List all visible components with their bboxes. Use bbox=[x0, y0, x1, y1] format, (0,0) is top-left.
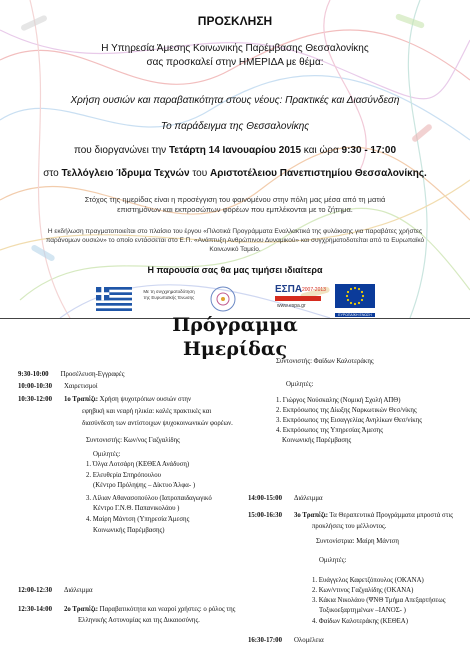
session-text: Προσέλευση-Εγγραφές bbox=[60, 371, 125, 378]
implementation-line-3: Κοινωνικό Ταμείο. bbox=[209, 246, 261, 253]
espa-label: ΕΣΠΑ bbox=[275, 284, 303, 295]
session-text: Ομιλητές: bbox=[93, 451, 121, 458]
session-text: Κοινωνικής Παρέμβασης bbox=[282, 437, 352, 444]
session-text: προκλήσεις του μέλλοντος. bbox=[312, 523, 387, 530]
venue-name: Τελλόγλειο Ίδρυμα Τεχνών bbox=[61, 168, 190, 179]
session-text: Ομιλητές: bbox=[319, 557, 347, 564]
schedule-right-row bbox=[316, 537, 399, 546]
session-time: 12:00-12:30 bbox=[18, 587, 52, 594]
session-text: 2. Κων/ντινος Γαζγαλίδης (ΟΚΑΝΑ) bbox=[312, 587, 414, 594]
session-text: 1. Όλγα Λοτσάρη (ΚΕΘΕΑ Ανάδυση) bbox=[86, 461, 190, 468]
schedule-right-row bbox=[312, 586, 413, 595]
schedule-left-row bbox=[18, 382, 98, 391]
schedule-left-row bbox=[18, 370, 124, 379]
schedule-right-column bbox=[248, 0, 463, 662]
schedule-right-row bbox=[276, 426, 383, 435]
session-time: 14:00-15:00 bbox=[248, 495, 282, 502]
session-time: 10:30-12:00 bbox=[18, 396, 52, 403]
implementation-line-2: παράνομων ουσιών» το οποίο εντάσσεται στο Ε.Π. «Ανάπτυξη Ανθρώπινου Δυναμικού» και συγχρηματοδοτείται από το Ευρωπαϊκό bbox=[45, 237, 425, 244]
eu-cofunding-note: Με τη συγχρηματοδότηση της Ευρωπαϊκής Ένωσης bbox=[143, 289, 195, 300]
session-text: 2. Εκπρόσωπος της Δίωξης Ναρκωτικών Θεσ/νίκης bbox=[276, 407, 417, 414]
session-text: Ολομέλεια bbox=[293, 637, 324, 644]
schedule-right-row bbox=[312, 576, 424, 585]
espa-url: www.espa.gr bbox=[277, 303, 306, 309]
session-text: Ελληνικής Αστυνομίας και της Δικαιοσύνης. bbox=[78, 617, 200, 624]
session-text: 2. Ελευθερία Σπηρόπουλου bbox=[86, 472, 162, 479]
schedule-right-row bbox=[276, 406, 417, 415]
goal-line-2: επιστημόνων και εκπροσώπων φορέων που εμπλέκονται με το ζήτημα. bbox=[117, 205, 353, 214]
schedule-right-row bbox=[319, 606, 406, 615]
schedule-left-row bbox=[18, 605, 235, 614]
invitation-line-1: Η Υπηρεσία Άμεσης Κοινωνικής Παρέμβασης Θεσσαλονίκης bbox=[101, 43, 369, 54]
session-text: 3. Εκπρόσωπος της Εισαγγελίας Ανηλίκων Θεσ/νίκης bbox=[276, 417, 422, 424]
session-text: (Κέντρο Πρόληψης – Δίκτυο Άλφα- ) bbox=[93, 482, 196, 489]
session-label: 3ο Τραπέζι: bbox=[293, 512, 328, 519]
schedule-left-row bbox=[82, 407, 211, 416]
program-title-line-1: Πρόγραμμα bbox=[172, 314, 298, 336]
schedule-left-row bbox=[86, 436, 180, 445]
session-text: Παραβατικότητα και νεαροί χρήστες: ο ρόλος της bbox=[97, 606, 236, 613]
session-time: 15:00-16:30 bbox=[248, 512, 282, 519]
schedule-right-row bbox=[276, 416, 422, 425]
schedule-left-row bbox=[86, 460, 189, 469]
schedule-right-row bbox=[248, 494, 323, 503]
event-date: Τετάρτη 14 Ιανουαρίου 2015 bbox=[168, 145, 302, 156]
schedule-left-row bbox=[93, 481, 195, 490]
esf-label: ΕΥΡΩΠΑΪΚΗ ΕΝΩΣΗ bbox=[335, 313, 375, 317]
schedule-right-row bbox=[312, 617, 408, 626]
session-text: Κέντρο Γ.Ν.Θ. Παπανικολάου ) bbox=[93, 505, 180, 512]
organized-prefix: που διοργανώνει την bbox=[73, 145, 169, 156]
venue-university: Αριστοτέλειου Πανεπιστημίου Θεσσαλονίκης. bbox=[209, 168, 427, 179]
session-text: 3. Κάκια Νικολάου (ΨΝΘ Τμήμα Απεξαρτήσεως bbox=[312, 597, 446, 604]
session-text: 1. Ευάγγελος Καφετζόπουλος (ΟΚΑΝΑ) bbox=[312, 577, 424, 584]
session-text: Τα Θεραπευτικά Προγράμματα μπροστά στις bbox=[327, 512, 453, 519]
schedule-left-row bbox=[82, 419, 233, 428]
session-text: Συντονίστρια: Μαίρη Μάντση bbox=[316, 538, 399, 545]
schedule-left-row bbox=[86, 494, 212, 503]
schedule-right-row bbox=[248, 636, 324, 645]
implementation-line-1: Η εκδήλωση πραγματοποιείται στο πλαίσιο του έργου «Πιλοτικά Προγράμματα Εναλλακτικά της φυλάκισης για παραβάτες χρήστες bbox=[47, 228, 423, 235]
venue-prefix: στο bbox=[43, 168, 62, 179]
session-text: Τοξικοεξαρτημένων –ΙΑΝΟΣ- ) bbox=[319, 607, 406, 614]
session-text: Διάλειμμα bbox=[293, 495, 323, 502]
time-prefix: και ώρα bbox=[301, 145, 342, 156]
session-label: 1ο Τραπέζι: bbox=[63, 396, 98, 403]
schedule-left-row bbox=[86, 515, 189, 524]
topic-line-2: Το παράδειγμα της Θεσσαλονίκης bbox=[160, 121, 310, 132]
schedule-right-row bbox=[312, 596, 445, 605]
schedule-left-row bbox=[78, 616, 200, 625]
session-time: 9:30-10:00 bbox=[18, 371, 49, 378]
session-time: 16:30-17:00 bbox=[248, 637, 282, 644]
schedule-right-row bbox=[276, 396, 400, 405]
schedule-left-row bbox=[93, 504, 179, 513]
schedule-left-row bbox=[18, 586, 93, 595]
schedule-right-row bbox=[282, 436, 351, 445]
session-label: 2ο Τραπέζι: bbox=[63, 606, 98, 613]
session-text: 4. Μαίρη Μάντση (Υπηρεσία Άμεσης bbox=[86, 516, 190, 523]
schedule-right-row bbox=[312, 522, 386, 531]
presence-note: Η παρουσία σας θα μας τιμήσει ιδιαίτερα bbox=[147, 265, 323, 275]
schedule-right-row bbox=[286, 380, 313, 389]
session-text: 1. Γιώργος Νούσκαλης (Νομική Σχολή ΑΠΘ) bbox=[276, 397, 401, 404]
espa-years: 2007-2013 bbox=[302, 287, 326, 293]
session-text: Διάλειμμα bbox=[63, 587, 93, 594]
schedule-left-row bbox=[93, 450, 120, 459]
schedule-right-row bbox=[248, 511, 453, 520]
schedule-left-row bbox=[18, 395, 191, 404]
session-time: 10:00-10:30 bbox=[18, 383, 52, 390]
session-text: 4. Εκπρόσωπος της Υπηρεσίας Άμεσης bbox=[276, 427, 383, 434]
session-text: Ομιλητές: bbox=[286, 381, 314, 388]
schedule-left-row bbox=[93, 526, 165, 535]
session-time: 12:30-14:00 bbox=[18, 606, 52, 613]
session-text: Χρήση ψυχοτρόπων ουσιών στην bbox=[97, 396, 192, 403]
session-text: Συντονιστής: Φαίδων Καλοτεράκης bbox=[276, 358, 374, 365]
program-title-line-2: Ημερίδας bbox=[182, 338, 288, 360]
topic-line-1: Χρήση ουσιών και παραβατικότητα στους νέους: Πρακτικές και Διασύνδεση bbox=[70, 95, 400, 106]
session-text: 4. Φαίδων Καλοτεράκης (ΚΕΘΕΑ) bbox=[312, 618, 408, 625]
session-text: εφηβική και νεαρή ηλικία: καλές πρακτικές και bbox=[82, 408, 212, 415]
venue-connector: του bbox=[189, 168, 210, 179]
goal-line-1: Στόχος της ημερίδας είναι η προσέγγιση του φαινομένου στην πόλη μας μέσα από τη ματιά bbox=[84, 195, 386, 204]
schedule-right-row bbox=[319, 556, 346, 565]
schedule-right-row bbox=[276, 357, 374, 366]
session-text: Κοινωνικής Παρέμβασης) bbox=[93, 527, 165, 534]
session-text: διασύνδεση των αντίστοιχων ψυχοκοινωνικών φορέων. bbox=[82, 420, 233, 427]
session-text: 3. Λίλιαν Αθανασοπούλου (Ιατροπαιδαγωγικό bbox=[86, 495, 212, 502]
schedule-left-row bbox=[86, 471, 161, 480]
invitation-title: ΠΡΟΣΚΛΗΣΗ bbox=[197, 14, 273, 28]
event-time: 9:30 - 17:00 bbox=[341, 145, 397, 156]
session-text: Συντονιστής: Κων/νος Γαζγαλίδης bbox=[86, 437, 180, 444]
session-text: Χαιρετισμοί bbox=[63, 383, 98, 390]
invitation-line-2: σας προσκαλεί στην ΗΜΕΡΙΔΑ με θέμα: bbox=[146, 57, 324, 68]
